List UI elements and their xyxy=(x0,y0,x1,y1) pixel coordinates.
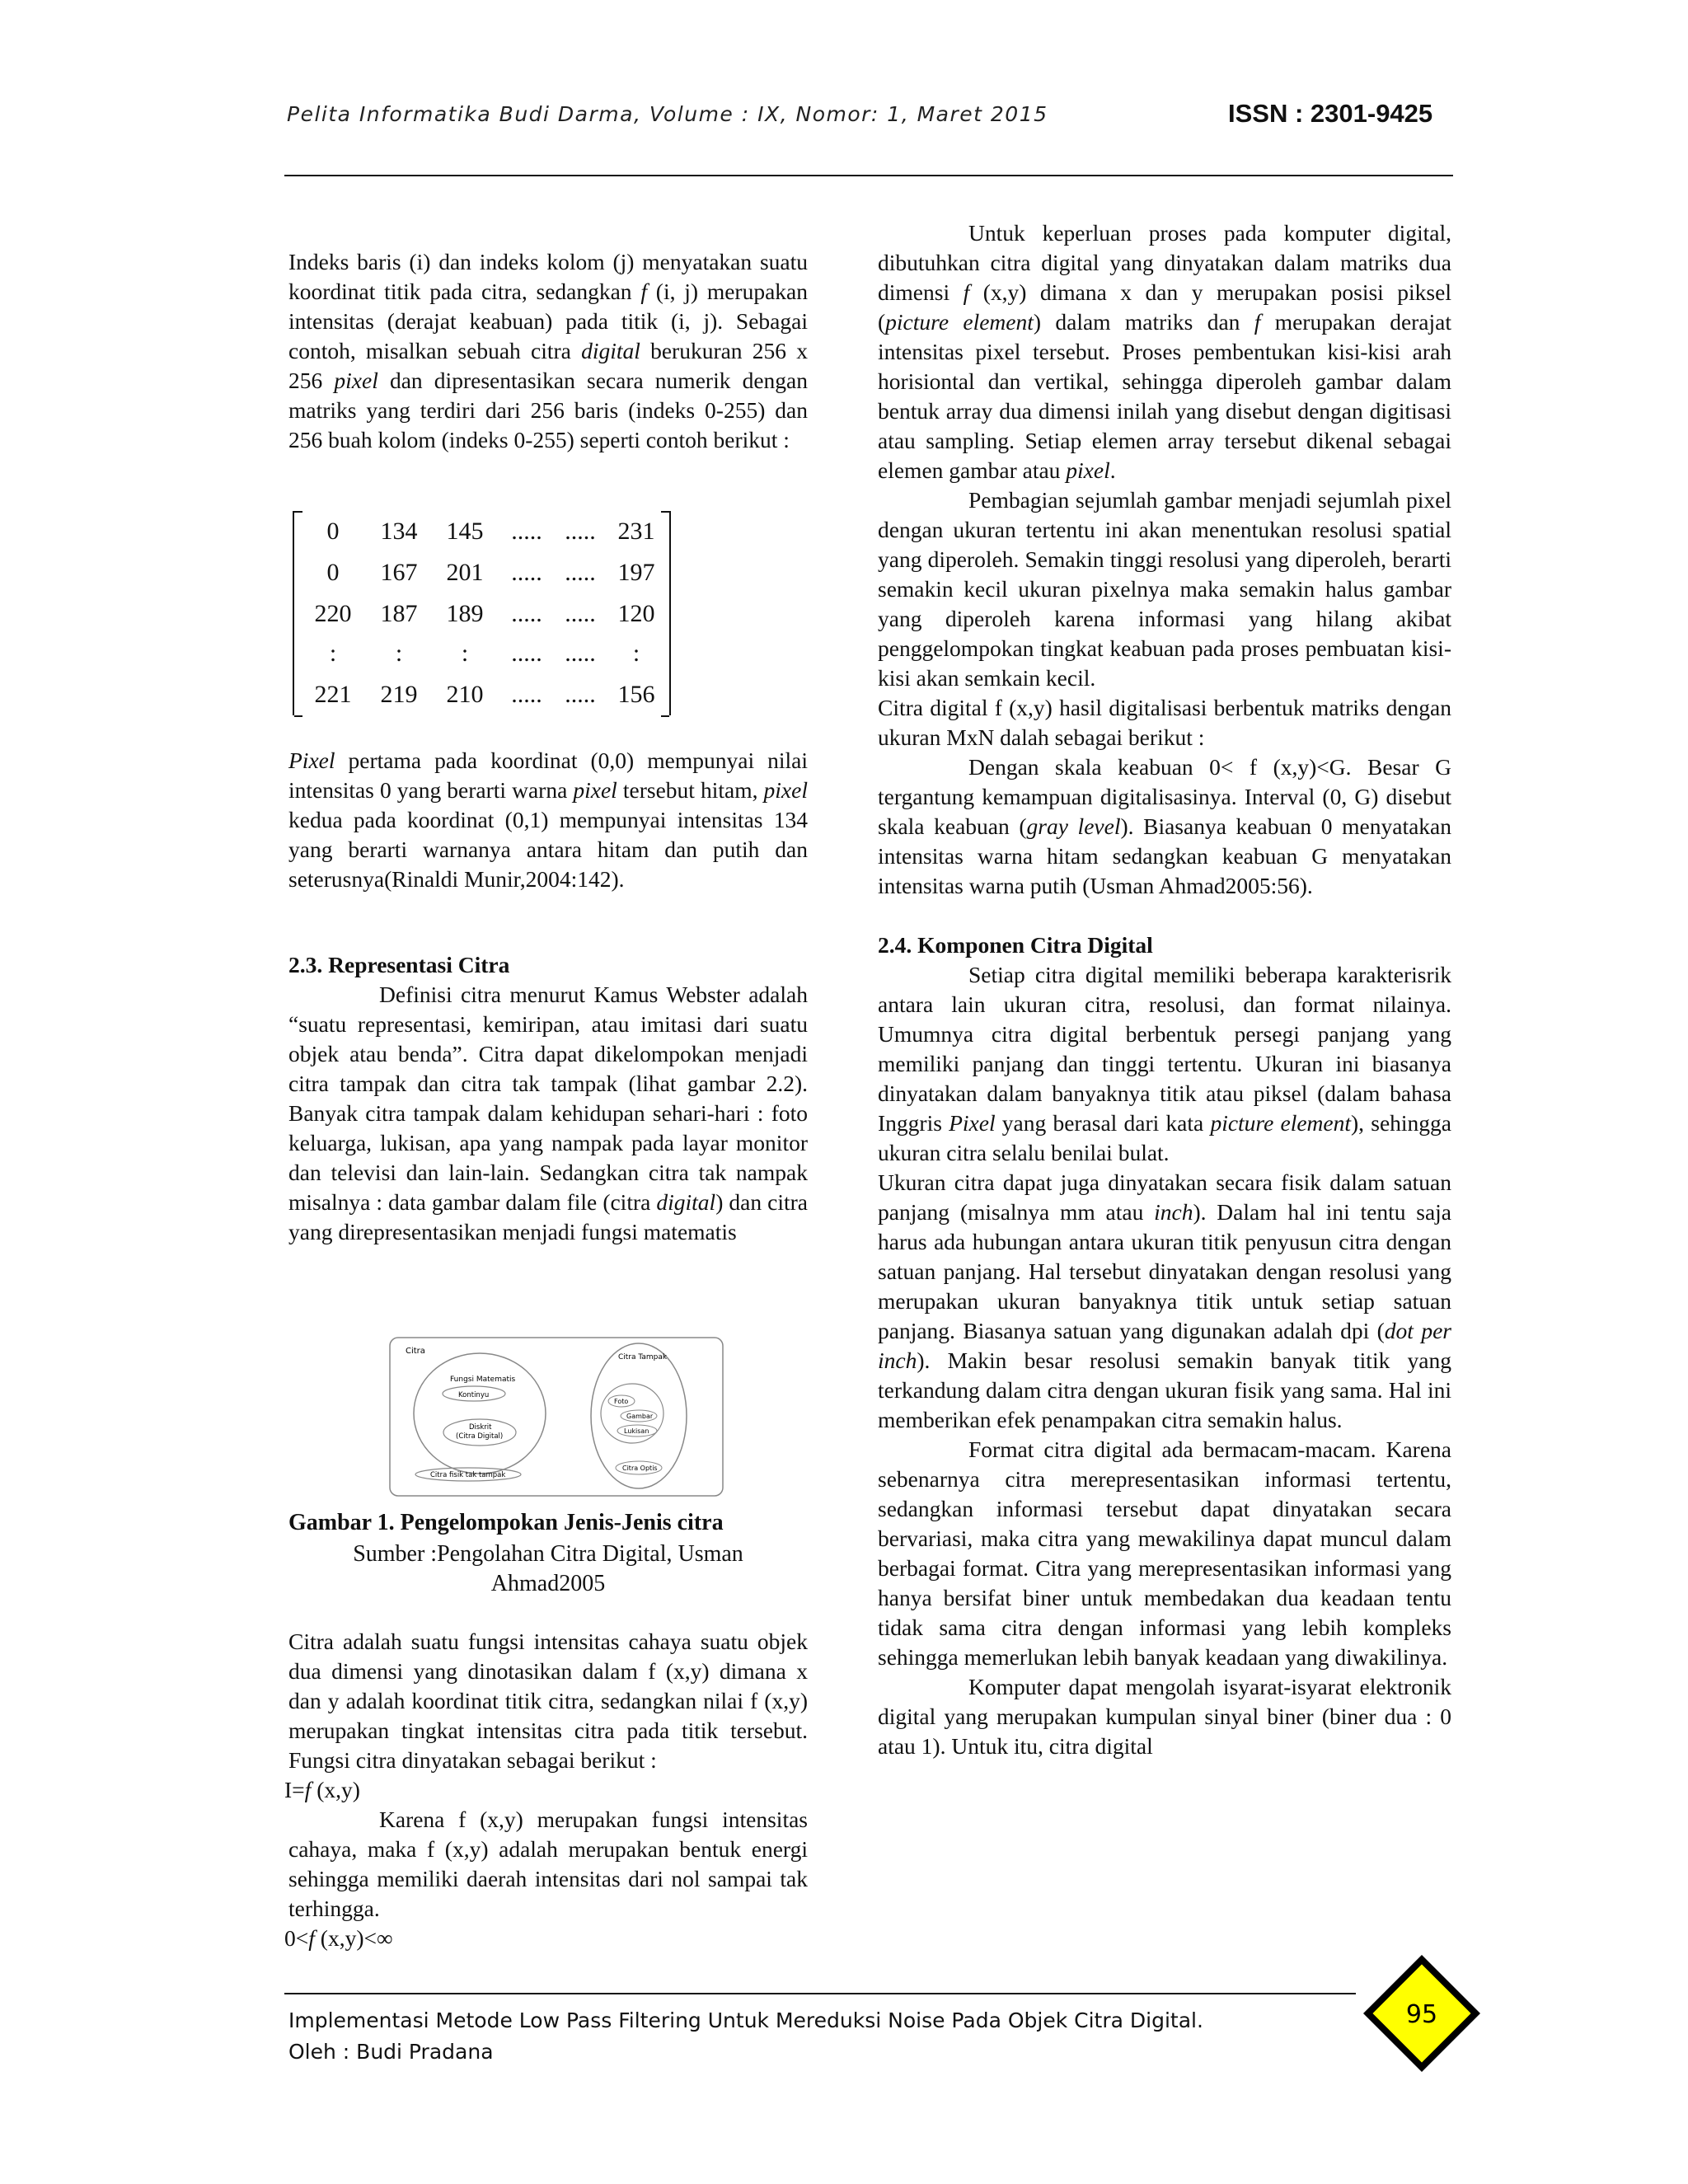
label-lukisan: Lukisan xyxy=(624,1427,649,1435)
label-foto: Foto xyxy=(614,1398,629,1405)
figure-caption-title: Gambar 1. Pengelompokan Jenis-Jenis citra xyxy=(288,1510,724,1535)
citra-classification-figure xyxy=(387,1335,725,1498)
footer-rule xyxy=(284,1993,1356,1994)
label-citra-tampak: Citra Tampak xyxy=(618,1353,668,1361)
journal-header: Pelita Informatika Budi Darma, Volume : IX, Nomor: 1, Maret 2015 xyxy=(287,102,1048,126)
header-rule xyxy=(284,175,1453,176)
section-heading: 2.4. Komponen Citra Digital xyxy=(878,932,1153,958)
page-number: 95 xyxy=(1405,2000,1438,2029)
label-citra-optis: Citra Optis xyxy=(622,1465,658,1472)
footer-author: Oleh : Budi Pradana xyxy=(288,2040,494,2064)
left-paragraph-1: Indeks baris (i) dan indeks kolom (j) menyatakan suatu koordinat titik pada citra, sedangkan f (i, j) merupakan intensitas (derajat keabuan) pada titik (i, j). Sebagai contoh, misalkan sebuah citra digital berukuran 256 x 256 pixel dan dipresentasikan secara numerik dengan matriks yang terdiri dari 256 baris (indeks 0-255) dan 256 buah kolom (indeks 0-255) seperti contoh berikut : xyxy=(288,249,808,452)
label-citra-digital: (Citra Digital) xyxy=(456,1432,504,1441)
equation-2: 0<f (x,y)<∞ xyxy=(284,1925,393,1951)
label-diskrit: Diskrit xyxy=(469,1423,492,1432)
issn-header: ISSN : 2301-9425 xyxy=(1228,99,1433,128)
right-column: Untuk keperluan proses pada komputer digital, dibutuhkan citra digital yang dinyatakan dalam matriks dua dimensi f (x,y) dimana x dan y merupakan posisi piksel (picture element) dalam matriks dan f merupakan derajat intensitas pixel tersebut. Proses pembentukan kisi-kisi arah horisiontal dan vertikal, sehingga diperoleh gambar dalam bentuk array dua dimensi inilah yang disebut dengan digitisasi atau sampling. Setiap elemen array tersebut dikenal sebagai elemen gambar atau pixel. Pembagian sejumlah gambar menjadi sejumlah pixel dengan ukuran tertentu ini akan menentukan resolusi spatial yang diperoleh. Semakin tinggi resolusi yang diperoleh, berarti semakin kecil ukuran pixelnya maka semakin halus gambar yang diperoleh karena informasi yang hilang akibat penggelompokan tingkat keabuan pada proses pembuatan kisi-kisi akan semkain kecil. Citra digital f (x,y) hasil digitalisasi berbentuk matriks dengan ukuran MxN dalah sebagai berikut : Dengan skala keabuan 0< f (x,y)<G. Besar G tergantung kemampuan digitalisasinya. Interval (0, G) disebut skala keabuan (gray level). Biasanya keabuan 0 menyatakan intensitas warna hitam sedangkan keabuan G menyatakan intensitas warna putih (Usman Ahmad2005:56). 2.4. Komponen Citra Digital Setiap citra digital memiliki beberapa karakterisrik antara lain ukuran citra, resolusi, dan format nilainya. Umumnya citra digital berbentuk persegi panjang yang memiliki panjang dan tinggi tertentu. Ukuran ini biasanya dinyatakan dalam banyaknya titik atau piksel (dalam bahasa Inggris Pixel yang berasal dari kata picture element), sehingga ukuran citra selalu benilai bulat. Ukuran citra dapat juga dinyatakan secara fisik dalam satuan panjang (misalnya mm atau inch). Dalam hal ini tentu saja harus ada hubungan antara ukuran titik penyusun citra dengan satuan panjang. Hal tersebut dinyatakan dengan resolusi yang merupakan ukuran banyaknya titik untuk setiap satuan panjang. Biasanya satuan yang digunakan adalah dpi (dot per inch). Makin besar resolusi semakin banyak titik yang terkandung dalam citra dengan ukuran fisik yang sama. Hal ini memberikan efek penampakan citra semakin halus. Format citra digital ada bermacam-macam. Karena sebenarnya citra merepresentasikan informasi tertentu, sedangkan informasi tersebut dapat dinyatakan secara bervariasi, maka citra yang mewakilinya dapat muncul dalam berbagai format. Citra yang merepresentasikan informasi yang hanya bersifat biner untuk membedakan dua keadaan tentu tidak sama citra dengan informasi yang lebih kompleks sehingga memerlukan lebih banyak keadaan yang diwakilinya. Komputer dapat mengolah isyarat-isyarat elektronik digital yang merupakan kumpulan sinyal biner (biner dua : 0 atau 1). Untuk itu, citra digital xyxy=(878,220,1452,1759)
label-gambar: Gambar xyxy=(626,1413,654,1420)
section-2-3: 2.3. Representasi Citra Definisi citra menurut Kamus Webster adalah “suatu representasi, kemiripan, atau imitasi dari suatu objek atau benda”. Citra dapat dikelompokan menjadi citra tampak dan citra tak tampak (lihat gambar 2.2). Banyak citra tampak dalam kehidupan sehari-hari : foto keluarga, lukisan, apa yang nampak pada layar monitor dan televisi dan lain-lain. Sedangkan citra tak nampak misalnya : data gambar dalam file (citra digital) dan citra yang direpresentasikan menjadi fungsi matematis xyxy=(288,952,808,1244)
intensity-matrix: 0 134 145 ..... ..... 231 0 167 201 ..... ..... 197 220 187 189 ..... ..... 120 : : : ..... ..... : 221 219 210 ..... ..... 156 xyxy=(293,511,671,715)
left-paragraph-4: Citra adalah suatu fungsi intensitas cahaya suatu objek dua dimensi yang dinotasikan dalam f (x,y) dimana x dan y adalah koordinat titik citra, sedangkan nilai f (x,y) merupakan tingkat intensitas citra pada titik tersebut. Fungsi citra dinyatakan sebagai berikut : I=f (x,y) Karena f (x,y) merupakan fungsi intensitas cahaya, maka f (x,y) adalah merupakan bentuk energi sehingga memiliki daerah intensitas dari nol sampai tak terhingga. 0<f (x,y)<∞ xyxy=(288,1627,808,1953)
section-heading: 2.3. Representasi Citra xyxy=(288,952,510,977)
label-citra-fisik-tak-tampak: Citra fisik tak tampak xyxy=(430,1471,506,1479)
page-number-badge xyxy=(1360,1952,1484,2075)
left-paragraph-2: Pixel pertama pada koordinat (0,0) mempunyai nilai intensitas 0 yang berarti warna pixel tersebut hitam, pixel kedua pada koordinat (0,1) mempunyai intensitas 134 yang berarti warnanya antara hitam dan putih dan seterusnya(Rinaldi Munir,2004:142). xyxy=(288,748,808,892)
label-kontinyu: Kontinyu xyxy=(458,1391,490,1399)
equation-1: I=f (x,y) xyxy=(284,1777,360,1802)
footer-title: Implementasi Metode Low Pass Filtering Untuk Mereduksi Noise Pada Objek Citra Digital. xyxy=(288,2008,1203,2032)
figure-caption-source: Sumber :Pengolahan Citra Digital, Usman Ahmad2005 xyxy=(353,1541,743,1596)
label-fungsi-matematis: Fungsi Matematis xyxy=(450,1376,516,1384)
label-citra: Citra xyxy=(406,1347,425,1356)
